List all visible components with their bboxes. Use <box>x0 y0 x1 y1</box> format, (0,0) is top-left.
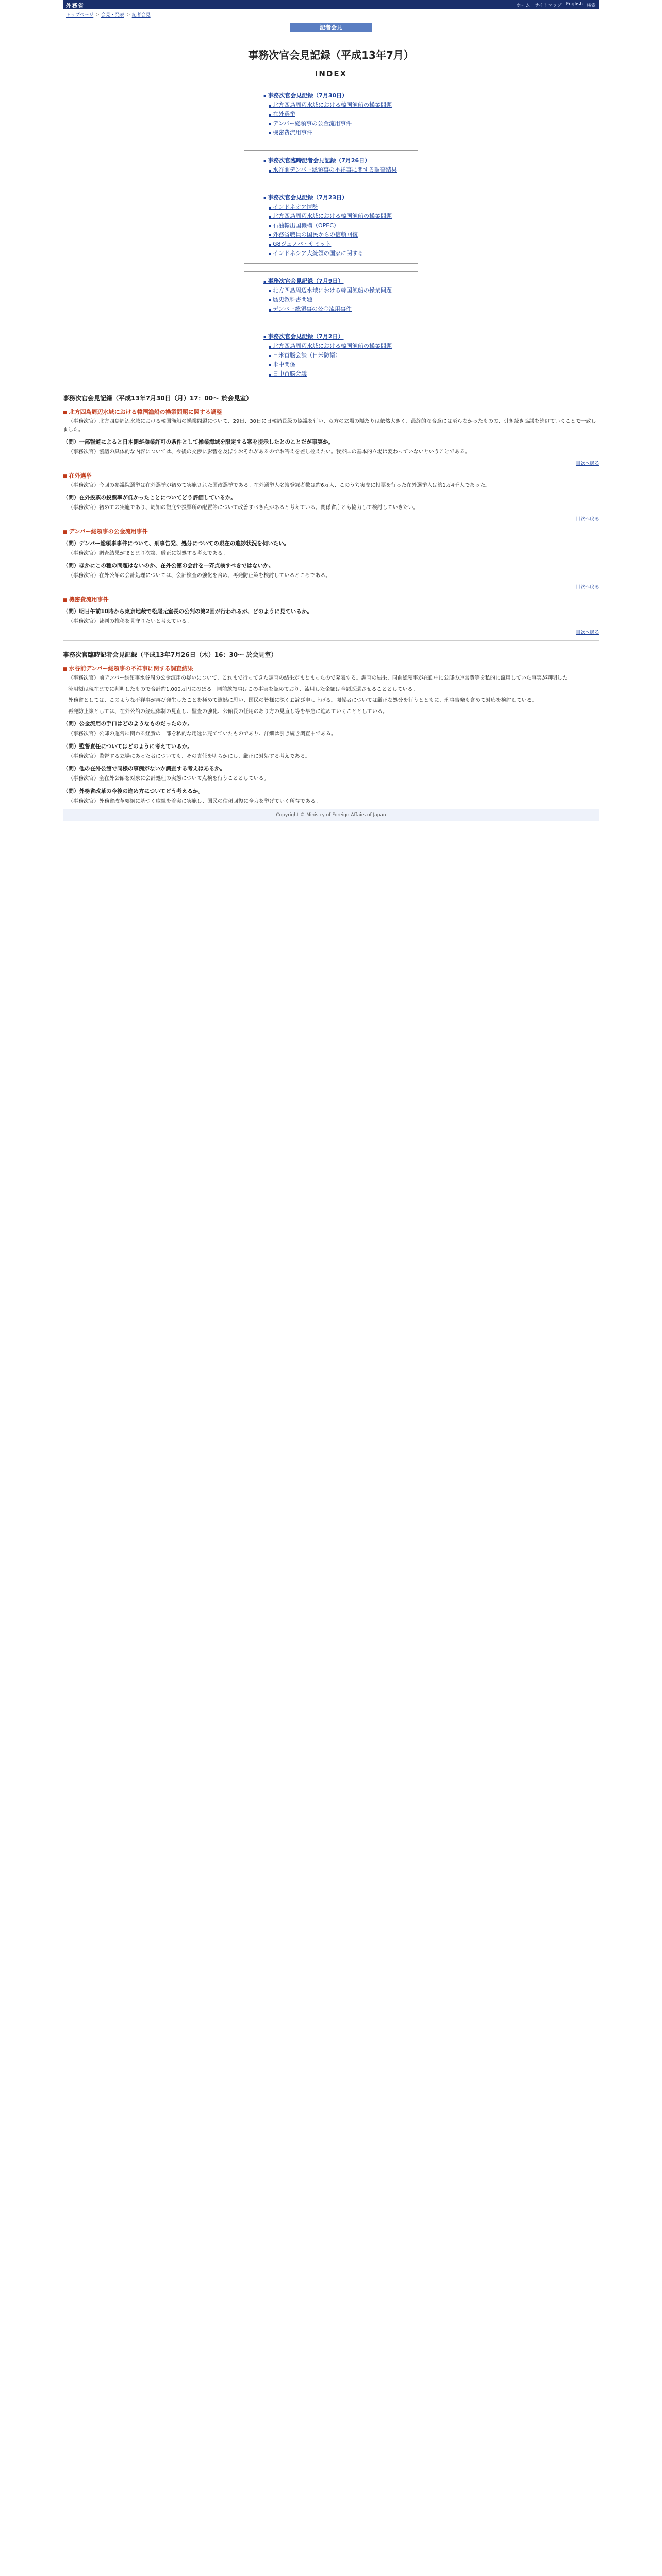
nav-home-link[interactable]: ホーム <box>516 3 531 8</box>
answer-text: （事務次官）公邸の運営に関わる経費の一部を私的な用途に充てていたものであり、詳細は引き続き調査中である。 <box>68 731 336 737</box>
answer-text: （事務次官）北方四島周辺水域における韓国漁船の操業問題について、29日、30日に日韓局長級の協議を行い、双方の立場の隔たりは依然大きく、最終的な合意には至らなかったものの、引き続き協議を続けていくことで一致しました。 <box>63 419 597 433</box>
back-to-index-link[interactable]: 目次へ戻る <box>575 516 599 522</box>
nav-search-link[interactable]: 検索 <box>586 3 596 8</box>
index-group-link[interactable]: ▪ 事務次官会見記録（7月9日） <box>263 277 418 286</box>
index-item-link[interactable]: ▪ 水谷前デンバー総領事の不祥事に関する調査結果 <box>263 165 418 175</box>
answer-text: （事務次官）監督する立場にあった者についても、その責任を明らかにし、厳正に対処する考えである。 <box>68 753 310 759</box>
index-group-link[interactable]: ▪ 事務次官会見記録（7月30日） <box>263 91 418 100</box>
index-item-link[interactable]: ▪ 機密費流用事件 <box>263 128 418 138</box>
index-item-link[interactable]: ▪ 米中関係 <box>263 360 418 369</box>
index-item-link[interactable]: ▪ 北方四島周辺水域における韓国漁船の操業問題 <box>263 286 418 295</box>
index-heading: INDEX <box>315 69 347 78</box>
question-text: （問）他の在外公館で同様の事例がないか調査する考えはあるか。 <box>63 766 225 772</box>
question-text: （問）在外投票の投票率が低かったことについてどう評価しているか。 <box>63 495 236 501</box>
question-text: （問）監督責任についてはどのように考えているか。 <box>63 743 193 750</box>
index-group-link[interactable]: ▪ 事務次官臨時記者会見記録（7月26日） <box>263 156 418 165</box>
index-item-link[interactable]: ▪ G8ジェノバ・サミット <box>263 240 418 249</box>
breadcrumb-current[interactable]: 記者会見 <box>131 13 151 18</box>
global-nav <box>516 2 596 8</box>
answer-text: 外務省としては、このような不祥事が再び発生したことを極めて遺憾に思い、国民の皆様に深くお詫び申し上げる。関係者については厳正な処分を行うとともに、刑事告発も含めて対応を検討している。 <box>68 698 537 703</box>
question-text: （問）一部報道によると日本側が操業許可の条件として操業海域を限定する案を提示したとのことだが事実か。 <box>63 439 334 445</box>
index-item-link[interactable]: ▪ 日米首脳会談（日米防衛） <box>263 351 418 360</box>
back-to-index-link[interactable]: 目次へ戻る <box>575 584 599 590</box>
answer-text: （事務次官）前デンバー総領事水谷周の公金流用の疑いについて、これまで行ってきた調査の結果がまとまったので発表する。調査の結果、同前総領事が在勤中に公邸の運営費等を私的に流用していた事実が判明した。 <box>68 675 573 681</box>
back-to-index-link[interactable]: 目次へ戻る <box>575 461 599 466</box>
meeting-record <box>63 650 599 821</box>
question-text: （問）ほかにこの種の問題はないのか、在外公館の会計を一斉点検すべきではないか。 <box>63 563 274 569</box>
site-logo[interactable]: 外務省 <box>66 3 85 9</box>
index-group <box>244 327 418 384</box>
answer-text: （事務次官）初めての実施であり、周知の徹底や投票所の配置等について改善すべき点があると考えている。関係省庁とも協力して検討していきたい。 <box>68 505 419 511</box>
topic-heading: ■ 水谷前デンバー総領事の不祥事に関する調査結果 <box>63 664 599 672</box>
section-label: 記者会見 <box>290 23 372 32</box>
breadcrumb-home[interactable]: トップページ <box>66 13 94 18</box>
page-title: 事務次官会見記録（平成13年7月） <box>248 49 414 61</box>
index-item-link[interactable]: ▪ 外務省職員の国民からの信頼回復 <box>263 230 418 240</box>
meeting-records <box>63 394 599 821</box>
answer-text: （事務次官）外務省改革要綱に基づく取組を着実に実施し、国民の信頼回復に全力を挙げていく所存である。 <box>68 798 321 804</box>
question-text: （問）デンバー総領事事件について、刑事告発、処分についての現在の進捗状況を伺いたい。 <box>63 540 290 547</box>
index-group <box>244 188 418 264</box>
index-item-link[interactable]: ▪ 北方四島周辺水域における韓国漁船の操業問題 <box>263 342 418 351</box>
page <box>63 0 599 821</box>
index-group-link[interactable]: ▪ 事務次官会見記録（7月23日） <box>263 193 418 202</box>
breadcrumb: トップページ ＞ 会見・発表 ＞ 記者会見 <box>66 13 151 18</box>
answer-text: （事務次官）裁判の推移を見守りたいと考えている。 <box>68 618 192 624</box>
index-group <box>244 86 418 143</box>
site-header <box>63 0 599 9</box>
answer-text: 流用額は現在までに判明したもので合計約1,000万円にのぼる。同前総領事はこの事実を認めており、流用した金額は全額返還させることとしている。 <box>68 686 418 692</box>
answer-text: （事務次官）今回の参議院選挙は在外選挙が初めて実施された国政選挙である。在外選挙人名簿登録者数は約6万人、このうち実際に投票を行った在外選挙人は約1万4千人であった。 <box>68 482 490 488</box>
answer-text: 再発防止策としては、在外公館の経理体制の見直し、監査の強化、公館長の任用のあり方の見直し等を早急に進めていくこととしている。 <box>68 708 388 715</box>
index-item-link[interactable]: ▪ 北方四島周辺水域における韓国漁船の操業問題 <box>263 100 418 110</box>
topic-heading: ■ デンバー総領事の公金流用事件 <box>63 527 599 535</box>
back-to-index-link[interactable]: 目次へ戻る <box>575 630 599 635</box>
index-item-link[interactable]: ▪ インドネオア情勢 <box>263 202 418 212</box>
meeting-record <box>63 394 599 641</box>
topic-heading: ■ 機密費流用事件 <box>63 595 599 603</box>
question-text: （問）公金流用の手口はどのようなものだったのか。 <box>63 721 193 727</box>
index-item-link[interactable]: ▪ 日中首脳会議 <box>263 369 418 379</box>
answer-text: （事務次官）在外公館の会計処理については、会計検査の強化を含め、再発防止策を検討しているところである。 <box>68 573 331 579</box>
answer-text: （事務次官）協議の具体的な内容については、今後の交渉に影響を及ぼすおそれがあるのでお答えを差し控えたい。我が国の基本的立場は変わっていないということである。 <box>68 449 470 455</box>
section-divider <box>63 640 599 641</box>
nav-english-link[interactable]: English <box>566 1 583 7</box>
breadcrumb-press[interactable]: 会見・発表 <box>101 13 124 18</box>
answer-text: （事務次官）全在外公館を対象に会計処理の実態について点検を行うこととしている。 <box>68 776 269 782</box>
index-item-link[interactable]: ▪ 歴史教科書問題 <box>263 295 418 304</box>
footer: Copyright © Ministry of Foreign Affairs of Japan <box>63 809 599 821</box>
index-group-link[interactable]: ▪ 事務次官会見記録（7月2日） <box>263 332 418 342</box>
index-item-link[interactable]: ▪ 在外選挙 <box>263 110 418 119</box>
index-item-link[interactable]: ▪ 北方四島周辺水域における韓国漁船の操業問題 <box>263 212 418 221</box>
topic-heading: ■ 在外選挙 <box>63 471 599 480</box>
question-text: （問）外務省改革の今後の進め方についてどう考えるか。 <box>63 788 204 794</box>
nav-sitemap-link[interactable]: サイトマップ <box>534 3 562 8</box>
topic-heading: ■ 北方四島周辺水域における韓国漁船の操業問題に関する調整 <box>63 408 599 416</box>
index-group <box>244 150 418 180</box>
index-item-link[interactable]: ▪ 石油輸出国機構（OPEC） <box>263 221 418 230</box>
answer-text: （事務次官）調査結果がまとまり次第、厳正に対処する考えである。 <box>68 550 228 556</box>
question-text: （問）明日午前10時から東京地裁で松尾元室長の公判の第2回が行われるが、どのように見ているか。 <box>63 608 312 615</box>
meeting-title: 事務次官臨時記者会見記録（平成13年7月26日（木）16：30〜 於会見室） <box>63 651 277 658</box>
index-item-link[interactable]: ▪ デンバー総領事の公金流用事件 <box>263 119 418 128</box>
index-list <box>63 86 599 384</box>
index-item-link[interactable]: ▪ インドネシア大統領の国家に関する <box>263 249 418 258</box>
index-item-link[interactable]: ▪ デンバー総領事の公金流用事件 <box>263 304 418 314</box>
meeting-title: 事務次官会見記録（平成13年7月30日（月）17：00〜 於会見室） <box>63 395 253 402</box>
index-group <box>244 271 418 319</box>
